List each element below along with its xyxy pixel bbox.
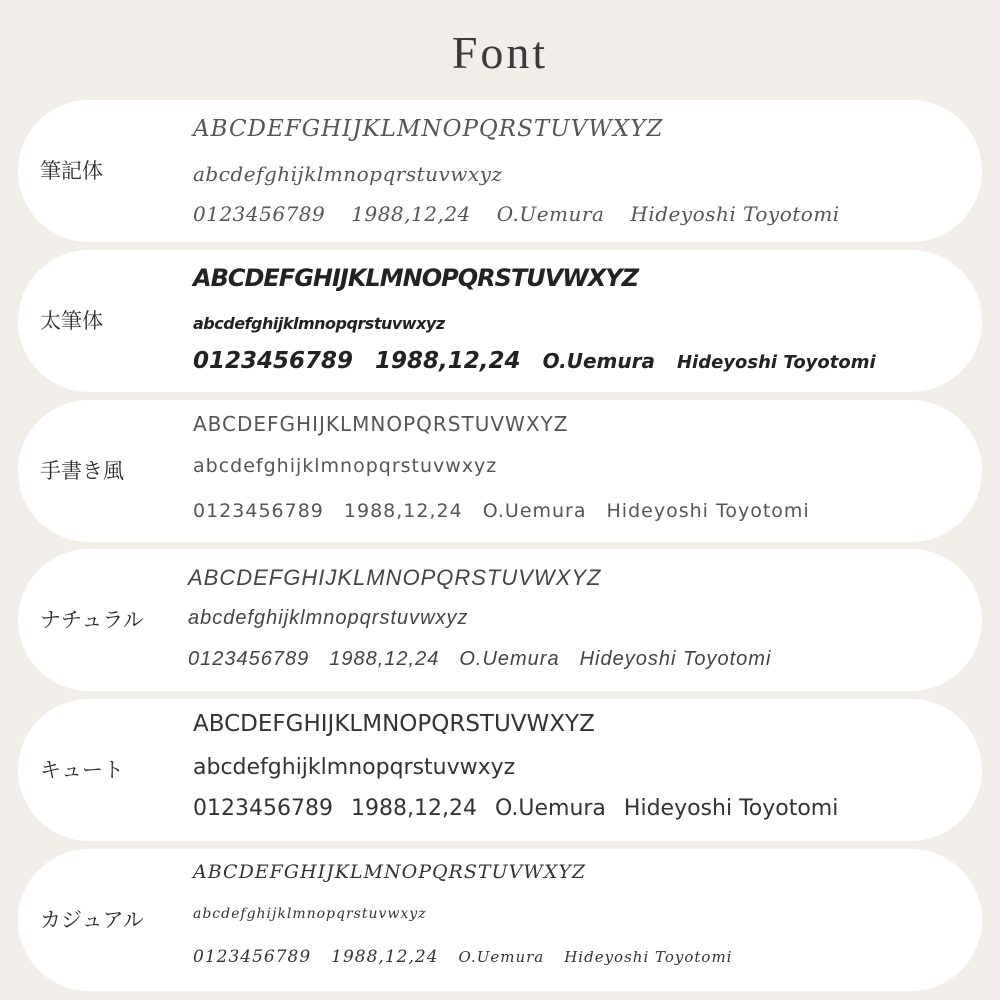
numbers-sample	[193, 947, 732, 967]
name-sample-2: Hideyoshi Toyotomi	[579, 648, 772, 670]
font-card-cute	[18, 699, 982, 841]
name-sample-1: O.Uemura	[482, 500, 587, 522]
name-sample-2: Hideyoshi Toyotomi	[606, 500, 810, 522]
font-label: キュート	[40, 758, 124, 782]
lowercase-sample: abcdefghijklmnopqrstuvwxyz	[193, 455, 498, 477]
name-sample-1: O.Uemura	[458, 948, 545, 966]
page-title: Font	[451, 27, 549, 78]
font-card-hikkitai	[18, 100, 982, 242]
lowercase-sample: abcdefghijklmnopqrstuvwxyz	[193, 906, 427, 922]
digits-sample: 0123456789	[193, 796, 333, 821]
font-label: ナチュラル	[40, 608, 144, 632]
name-sample-1: O.Uemura	[494, 796, 606, 821]
date-sample: 1988,12,24	[351, 202, 471, 226]
uppercase-sample: ABCDEFGHIJKLMNOPQRSTUVWXYZ	[193, 711, 595, 737]
digits-sample: 0123456789	[188, 648, 310, 670]
uppercase-sample: ABCDEFGHIJKLMNOPQRSTUVWXYZ	[193, 264, 639, 292]
name-sample-1: O.Uemura	[459, 648, 560, 670]
uppercase-sample: ABCDEFGHIJKLMNOPQRSTUVWXYZ	[193, 116, 664, 142]
name-sample-2: Hideyoshi Toyotomi	[676, 352, 876, 373]
font-card-casual	[18, 849, 982, 991]
lowercase-sample: abcdefghijklmnopqrstuvwxyz	[193, 314, 445, 333]
font-card-natural	[18, 549, 982, 691]
name-sample-1: O.Uemura	[496, 202, 605, 226]
uppercase-sample: ABCDEFGHIJKLMNOPQRSTUVWXYZ	[193, 412, 569, 436]
numbers-sample	[193, 500, 810, 522]
digits-sample: 0123456789	[193, 348, 354, 374]
font-card-tegakifu	[18, 400, 982, 542]
uppercase-sample: ABCDEFGHIJKLMNOPQRSTUVWXYZ	[193, 861, 587, 883]
name-sample-1: O.Uemura	[542, 349, 655, 373]
numbers-sample	[188, 648, 771, 671]
date-sample: 1988,12,24	[343, 500, 463, 522]
numbers-sample	[193, 796, 838, 821]
name-sample-2: Hideyoshi Toyotomi	[623, 796, 839, 821]
uppercase-sample: ABCDEFGHIJKLMNOPQRSTUVWXYZ	[188, 565, 602, 590]
date-sample: 1988,12,24	[350, 796, 477, 821]
name-sample-2: Hideyoshi Toyotomi	[630, 202, 840, 226]
date-sample: 1988,12,24	[331, 947, 439, 967]
digits-sample: 0123456789	[193, 202, 326, 226]
lowercase-sample: abcdefghijklmnopqrstuvwxyz	[193, 162, 503, 186]
date-sample: 1988,12,24	[375, 348, 521, 374]
font-label: 筆記体	[40, 159, 103, 183]
digits-sample: 0123456789	[193, 947, 312, 967]
numbers-sample	[193, 348, 876, 374]
font-card-futofudetai	[18, 250, 982, 392]
numbers-sample	[193, 202, 840, 226]
font-label: 手書き風	[40, 459, 124, 483]
date-sample: 1988,12,24	[329, 648, 440, 670]
digits-sample: 0123456789	[193, 500, 324, 522]
name-sample-2: Hideyoshi Toyotomi	[564, 948, 733, 966]
lowercase-sample: abcdefghijklmnopqrstuvwxyz	[188, 607, 469, 629]
font-label: カジュアル	[40, 908, 144, 932]
font-label: 太筆体	[40, 309, 103, 333]
lowercase-sample: abcdefghijklmnopqrstuvwxyz	[193, 755, 516, 780]
